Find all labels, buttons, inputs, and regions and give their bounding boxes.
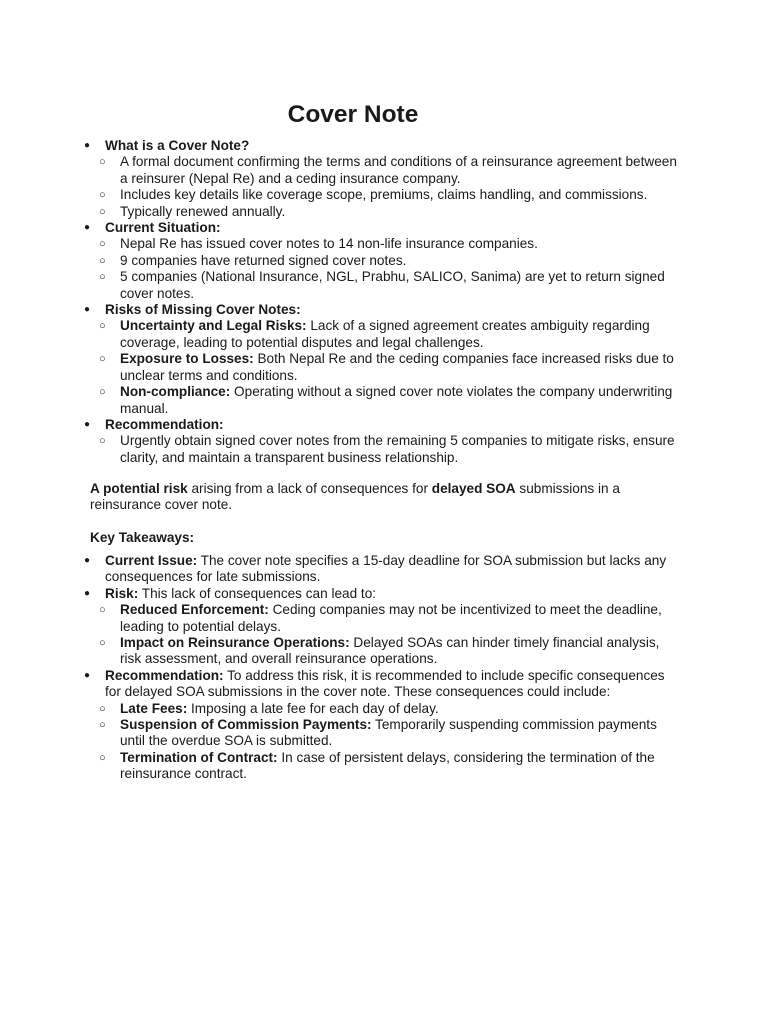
item-text: This lack of consequences can lead to: — [138, 585, 377, 601]
hollow-bullet-icon: ○ — [99, 751, 106, 764]
filled-bullet-icon: ● — [84, 587, 91, 599]
sub-item-label: Uncertainty and Legal Risks: — [120, 318, 307, 334]
sub-item-text: Lack of a signed agreement creates ambiguity regarding coverage, leading to potential disputes and legal challenges. — [120, 318, 650, 350]
sub-item-label: Non-compliance: — [120, 384, 231, 400]
list-heading-current-situation: Current Situation: — [105, 220, 221, 236]
hollow-bullet-icon: ○ — [99, 254, 106, 267]
sub-item-text: Urgently obtain signed cover notes from the remaining 5 companies to mitigate risks, ensure clarity, and maintain a transparent business relationship. — [120, 433, 675, 465]
sub-item-text: Temporarily suspending commission payments until the overdue SOA is submitted. — [120, 717, 657, 749]
list-item-recommendation — [0, 417, 680, 433]
sub-list-item — [0, 750, 680, 783]
sub-item-label: Late Fees: — [120, 700, 188, 716]
sub-item-text: 9 companies have returned signed cover notes. — [120, 252, 407, 268]
hollow-bullet-icon: ○ — [99, 189, 106, 202]
list-heading-recommendation: Recommendation: — [105, 416, 224, 432]
sub-list-item — [0, 701, 680, 717]
sub-item-text: Nepal Re has issued cover notes to 14 non-life insurance companies. — [120, 236, 538, 252]
sub-list-item — [0, 635, 680, 668]
hollow-bullet-icon: ○ — [99, 271, 106, 284]
sub-list-item — [0, 269, 680, 302]
sub-item-text: Operating without a signed cover note violates the company underwriting manual. — [120, 384, 673, 416]
list-item-what-is — [0, 138, 680, 154]
sub-list-item — [0, 236, 680, 252]
item-label: Current Issue: — [105, 553, 198, 568]
item-text: To address this risk, it is recommended to include specific consequences for delayed SOA submissions in the cover note. These consequences could include: — [105, 667, 665, 700]
sub-item-label: Reduced Enforcement: — [120, 602, 269, 618]
sub-item-text: In case of persistent delays, considering the termination of the reinsurance contract. — [120, 749, 655, 782]
sub-item-label: Exposure to Losses: — [120, 351, 254, 367]
sub-list-item — [0, 351, 680, 384]
hollow-bullet-icon: ○ — [99, 604, 106, 617]
hollow-bullet-icon: ○ — [99, 702, 106, 715]
paragraph-bold-potential-risk: A potential risk — [90, 481, 188, 496]
hollow-bullet-icon: ○ — [99, 719, 106, 732]
sub-item-text: Imposing a late fee for each day of delay. — [187, 700, 439, 716]
item-label: Risk: — [105, 585, 139, 601]
sub-list-item — [0, 433, 680, 466]
sub-item-label: Suspension of Commission Payments: — [120, 717, 372, 733]
sub-list-item — [0, 318, 680, 351]
hollow-bullet-icon: ○ — [99, 435, 106, 448]
sub-item-text: A formal document confirming the terms and conditions of a reinsurance agreement between a reinsurer (Nepal Re) and a ceding insurance company. — [120, 154, 677, 186]
filled-bullet-icon: ● — [84, 140, 91, 151]
filled-bullet-icon: ● — [84, 555, 91, 566]
item-label: Recommendation: — [105, 667, 224, 683]
hollow-bullet-icon: ○ — [99, 637, 106, 650]
paragraph-text: submissions in a reinsurance cover note. — [90, 481, 620, 513]
sub-list-item — [0, 384, 680, 417]
hollow-bullet-icon: ○ — [99, 156, 106, 169]
hollow-bullet-icon: ○ — [99, 238, 106, 251]
list-item-risks — [0, 302, 680, 318]
sub-list-item — [0, 154, 680, 187]
sub-item-text: Typically renewed annually. — [120, 203, 286, 219]
sub-item-label: Impact on Reinsurance Operations: — [120, 635, 350, 651]
sub-item-text: Both Nepal Re and the ceding companies face increased risks due to unclear terms and conditions. — [120, 351, 674, 383]
page-title: Cover Note — [287, 101, 419, 128]
key-takeaways-label: Key Takeaways: — [90, 530, 195, 545]
hollow-bullet-icon: ○ — [99, 386, 106, 399]
filled-bullet-icon: ● — [84, 418, 91, 430]
filled-bullet-icon: ● — [84, 222, 91, 234]
hollow-bullet-icon: ○ — [99, 205, 106, 218]
list-heading-risks: Risks of Missing Cover Notes: — [105, 302, 301, 318]
sub-item-label: Termination of Contract: — [120, 749, 278, 765]
cover-note-summary-list — [0, 138, 768, 466]
list-item-current-issue — [0, 553, 680, 586]
filled-bullet-icon: ● — [84, 304, 91, 316]
paragraph-text: arising from a lack of consequences for — [187, 481, 432, 496]
sub-item-text: Ceding companies may not be incentivized to meet the deadline, leading to potential delays. — [120, 602, 662, 634]
sub-item-text: Includes key details like coverage scope, premiums, claims handling, and commissions. — [120, 187, 648, 203]
key-takeaways-list — [0, 553, 768, 783]
list-item-recommendation-2 — [0, 668, 680, 701]
sub-list-item — [0, 204, 680, 220]
sub-list-item — [0, 187, 680, 203]
list-heading-what-is: What is a Cover Note? — [105, 138, 250, 153]
sub-item-text: Delayed SOAs can hinder timely financial analysis, risk assessment, and overall reinsurance operations. — [120, 635, 660, 667]
sub-list-item — [0, 717, 680, 750]
key-takeaways-heading — [90, 530, 670, 546]
sub-list-item — [0, 253, 680, 269]
filled-bullet-icon: ● — [84, 669, 91, 681]
hollow-bullet-icon: ○ — [99, 353, 106, 366]
hollow-bullet-icon: ○ — [99, 320, 106, 333]
list-item-risk — [0, 586, 680, 602]
sub-item-text: 5 companies (National Insurance, NGL, Prabhu, SALICO, Sanima) are yet to return signed cover notes. — [120, 269, 665, 301]
paragraph-bold-delayed-soa: delayed SOA — [431, 481, 516, 496]
item-text: The cover note specifies a 15-day deadline for SOA submission but lacks any consequences for late submissions. — [105, 553, 667, 585]
list-item-current-situation — [0, 220, 680, 236]
sub-list-item — [0, 602, 680, 635]
potential-risk-paragraph — [90, 481, 670, 514]
